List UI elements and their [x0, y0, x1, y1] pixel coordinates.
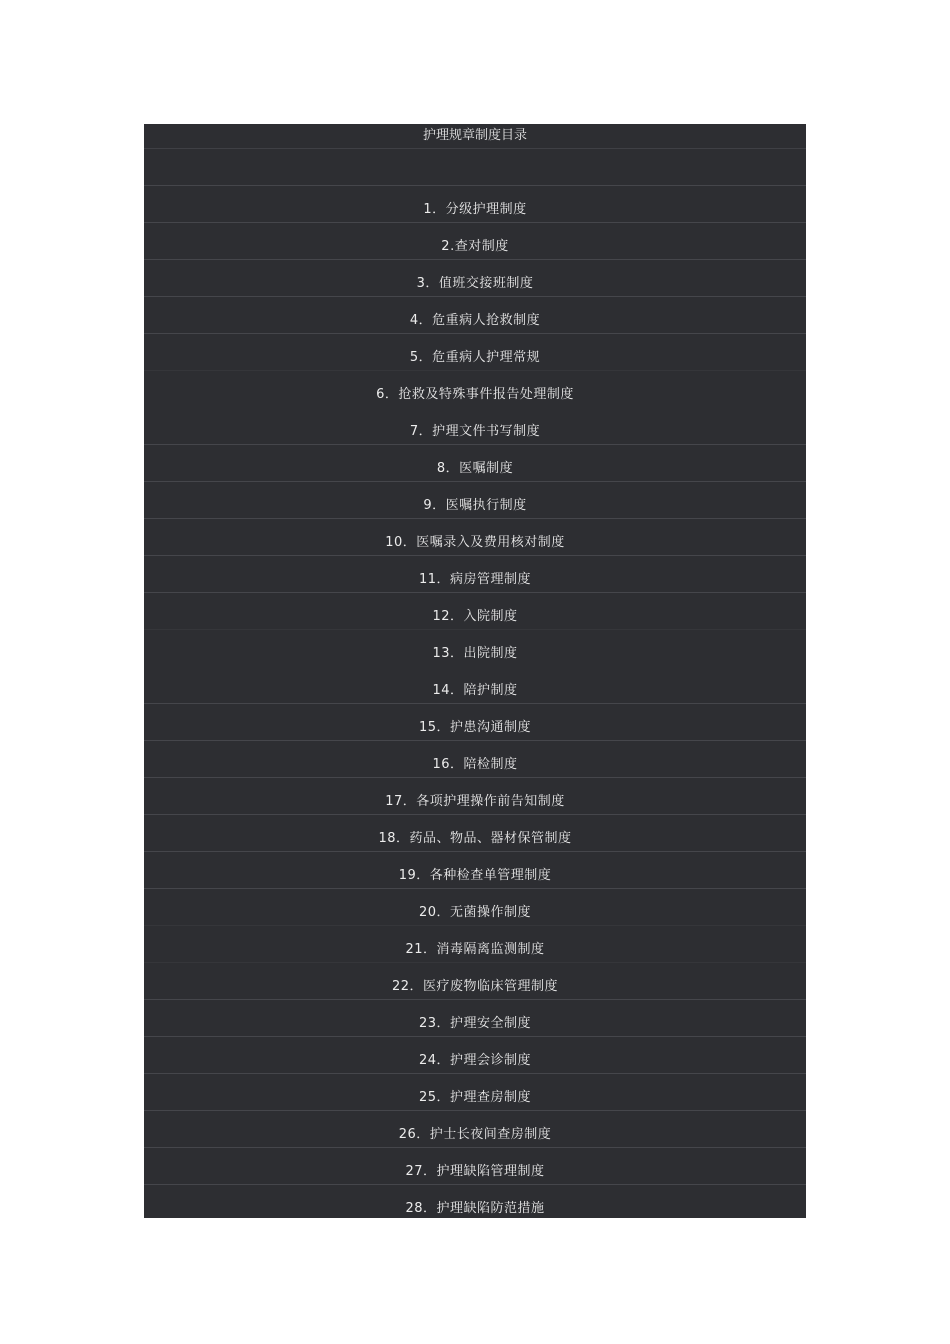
toc-entry-text: 26．护士长夜间查房制度 [398, 1127, 552, 1142]
toc-entry-7 [144, 408, 806, 445]
toc-entry-23 [144, 1000, 806, 1037]
toc-entry-4 [144, 297, 806, 334]
toc-entry-text: 19．各种检查单管理制度 [398, 868, 552, 883]
toc-entry-2 [144, 223, 806, 260]
toc-entry-18 [144, 815, 806, 852]
toc-entry-text: 24．护理会诊制度 [418, 1053, 532, 1068]
toc-entry-text: 15．护患沟通制度 [418, 720, 532, 735]
toc-entry-text: 9．医嘱执行制度 [423, 498, 527, 513]
toc-entry-text: 6．抢救及特殊事件报告处理制度 [376, 387, 574, 402]
toc-entry-28 [144, 1185, 806, 1221]
toc-entry-text: 8．医嘱制度 [436, 461, 514, 476]
toc-entry-8 [144, 445, 806, 482]
toc-entry-19 [144, 852, 806, 889]
toc-entry-17 [144, 778, 806, 815]
toc-entry-text: 12．入院制度 [432, 609, 518, 624]
toc-entry-16 [144, 741, 806, 778]
toc-entry-27 [144, 1148, 806, 1185]
toc-entry-text: 22．医疗废物临床管理制度 [391, 979, 559, 994]
toc-entry-text: 28．护理缺陷防范措施 [405, 1201, 545, 1216]
toc-panel [144, 124, 806, 1218]
toc-entry-text: 14．陪护制度 [432, 683, 518, 698]
toc-entry-text: 2.查对制度 [441, 239, 509, 254]
toc-entry-text: 17．各项护理操作前告知制度 [385, 794, 565, 809]
toc-entry-text: 21．消毒隔离监测制度 [405, 942, 545, 957]
toc-entry-20 [144, 889, 806, 926]
toc-entry-22 [144, 963, 806, 1000]
toc-title: 护理规章制度目录 [144, 124, 806, 149]
toc-entry-5 [144, 334, 806, 371]
toc-entry-26 [144, 1111, 806, 1148]
toc-entry-text: 20．无菌操作制度 [418, 905, 532, 920]
toc-entry-24 [144, 1037, 806, 1074]
toc-entry-text: 27．护理缺陷管理制度 [405, 1164, 545, 1179]
toc-entry-12 [144, 593, 806, 630]
toc-entry-text: 23．护理安全制度 [418, 1016, 532, 1031]
toc-entry-text: 5．危重病人护理常规 [409, 350, 541, 365]
toc-entry-text: 25．护理查房制度 [418, 1090, 532, 1105]
toc-blank-row [144, 149, 806, 186]
toc-entry-6 [144, 371, 806, 408]
toc-entry-text: 3．值班交接班制度 [416, 276, 534, 291]
toc-entry-1 [144, 186, 806, 223]
toc-entry-9 [144, 482, 806, 519]
toc-entry-21 [144, 926, 806, 963]
toc-entry-11 [144, 556, 806, 593]
toc-entry-3 [144, 260, 806, 297]
toc-entry-25 [144, 1074, 806, 1111]
toc-entry-10 [144, 519, 806, 556]
toc-entry-text: 7．护理文件书写制度 [409, 424, 541, 439]
toc-entry-text: 10．医嘱录入及费用核对制度 [385, 535, 565, 550]
toc-entry-text: 11．病房管理制度 [418, 572, 532, 587]
toc-entry-15 [144, 704, 806, 741]
toc-entry-text: 13．出院制度 [432, 646, 518, 661]
toc-entry-text: 1．分级护理制度 [423, 202, 527, 217]
toc-entry-text: 4．危重病人抢救制度 [409, 313, 541, 328]
toc-entry-text: 18．药品、物品、器材保管制度 [378, 831, 572, 846]
toc-entry-text: 16．陪检制度 [432, 757, 518, 772]
toc-entry-13 [144, 630, 806, 667]
toc-entry-14 [144, 667, 806, 704]
